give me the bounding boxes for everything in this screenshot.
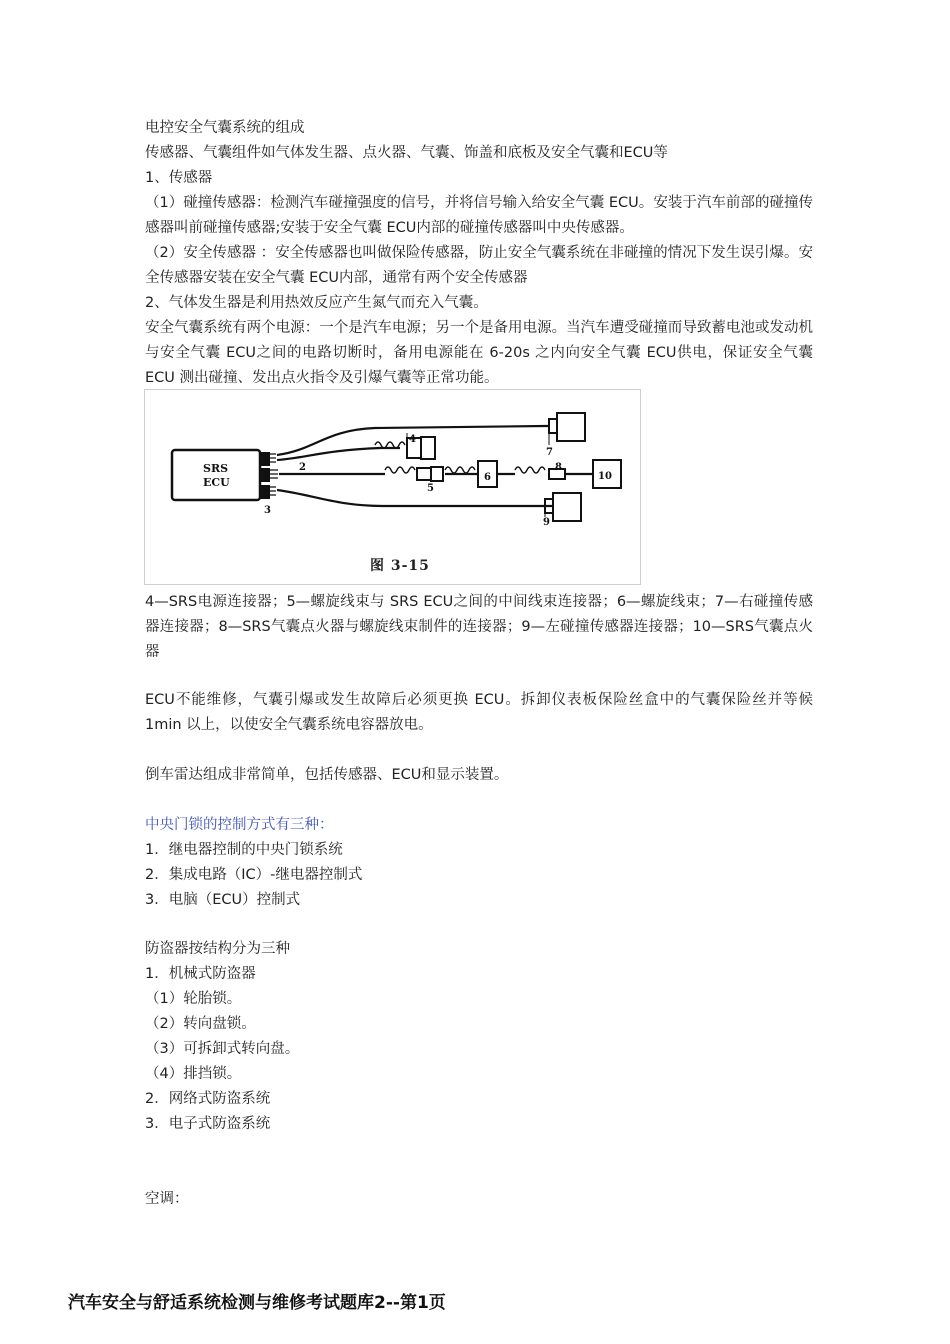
callout-7: 7 (546, 447, 553, 458)
srs-ecu-box (172, 450, 260, 500)
radar-text: 倒车雷达组成非常简单，包括传感器、ECU和显示装置。 (145, 767, 509, 783)
callout-4: 4 (409, 434, 416, 445)
ecu-label-ecu: ECU (203, 476, 230, 489)
figure-caption: 图 3-15 (370, 558, 430, 574)
sensors-heading: 1、传感器 (145, 170, 213, 186)
callout-3: 3 (264, 505, 271, 516)
callout-10: 10 (598, 471, 612, 482)
anti-theft-heading: 防盗器按结构分为三种 (145, 941, 290, 957)
figure-legend: 4—SRS电源连接器；5—螺旋线束与 SRS ECU之间的中间线束连接器；6—螺旋线束；7—右碰撞传感器连接器；8—SRS气囊点火器与螺旋线束制件的连接器；9—左碰撞传感器连接器；10—SRS气囊点火器 (145, 594, 813, 660)
middle-connector-5 (417, 468, 431, 480)
right-collision-sensor-7 (557, 413, 585, 441)
callout-9: 9 (543, 517, 550, 528)
srs-wiring-diagram (145, 390, 640, 584)
anti-theft-item: （2）转向盘锁。 (145, 1016, 256, 1032)
ecu-connector-middle (260, 468, 270, 482)
section-title: 电控安全气囊系统的组成 (145, 120, 305, 136)
anti-theft-item: 1．机械式防盗器 (145, 966, 256, 982)
ecu-note-paragraph: ECU不能维修，气囊引爆或发生故障后必须更换 ECU。拆卸仪表板保险丝盒中的气囊保险丝并等候 1min 以上，以使安全气囊系统电容器放电。 (145, 692, 813, 733)
anti-theft-item: 3．电子式防盗系统 (145, 1116, 271, 1132)
collision-sensor-paragraph: （1）碰撞传感器：检测汽车碰撞强度的信号，并将信号输入给安全气囊 ECU。安装于汽车前部的碰撞传感器叫前碰撞传感器;安装于安全气囊 ECU内部的碰撞传感器叫中央传感器。 (145, 195, 813, 236)
anti-theft-item: （1）轮胎锁。 (145, 991, 242, 1007)
wire-to-left-sensor (277, 490, 553, 506)
page-footer: 汽车安全与舒适系统检测与维修考试题库2--第1页 (68, 1293, 446, 1313)
door-lock-item: 2．集成电路（IC）-继电器控制式 (145, 867, 363, 883)
ecu-connector-top (260, 452, 270, 466)
callout-5: 5 (427, 483, 434, 494)
ecu-connector-bottom (260, 485, 270, 499)
anti-theft-item: 2．网络式防盗系统 (145, 1091, 271, 1107)
ecu-label-srs: SRS (203, 462, 229, 475)
callout-8: 8 (555, 462, 562, 473)
door-lock-item: 1．继电器控制的中央门锁系统 (145, 842, 343, 858)
power-supply-paragraph: 安全气囊系统有两个电源：一个是汽车电源；另一个是备用电源。当汽车遭受碰撞而导致蓄电池或发动机与安全气囊 ECU之间的电路切断时，备用电源能在 6-20s 之内向安全气囊 ECU供电，保证安全气囊 ECU 测出碰撞、发出点火指令及引爆气囊等正常功能。 (145, 320, 813, 386)
safety-sensor-paragraph: （2）安全传感器 ：安全传感器也叫做保险传感器，防止安全气囊系统在非碰撞的情况下发生误引爆。安全传感器安装在安全气囊 ECU内部，通常有两个安全传感器 (145, 245, 813, 286)
anti-theft-item: （3）可拆卸式转向盘。 (145, 1041, 300, 1057)
left-collision-sensor-9 (553, 493, 581, 521)
anti-theft-item: （4）排挡锁。 (145, 1066, 242, 1082)
door-lock-item: 3．电脑（ECU）控制式 (145, 892, 301, 908)
callout-2: 2 (299, 462, 306, 473)
door-lock-heading[interactable]: 中央门锁的控制方式有三种： (145, 817, 334, 833)
ac-heading: 空调： (145, 1191, 189, 1207)
gas-generator-text: 2、气体发生器是利用热效反应产生氮气而充入气囊。 (145, 295, 488, 311)
srs-wiring-figure (144, 389, 641, 585)
composition-text: 传感器、气囊组件如气体发生器、点火器、气囊、饰盖和底板及安全气囊和ECU等 (145, 145, 668, 161)
callout-6: 6 (484, 472, 491, 483)
